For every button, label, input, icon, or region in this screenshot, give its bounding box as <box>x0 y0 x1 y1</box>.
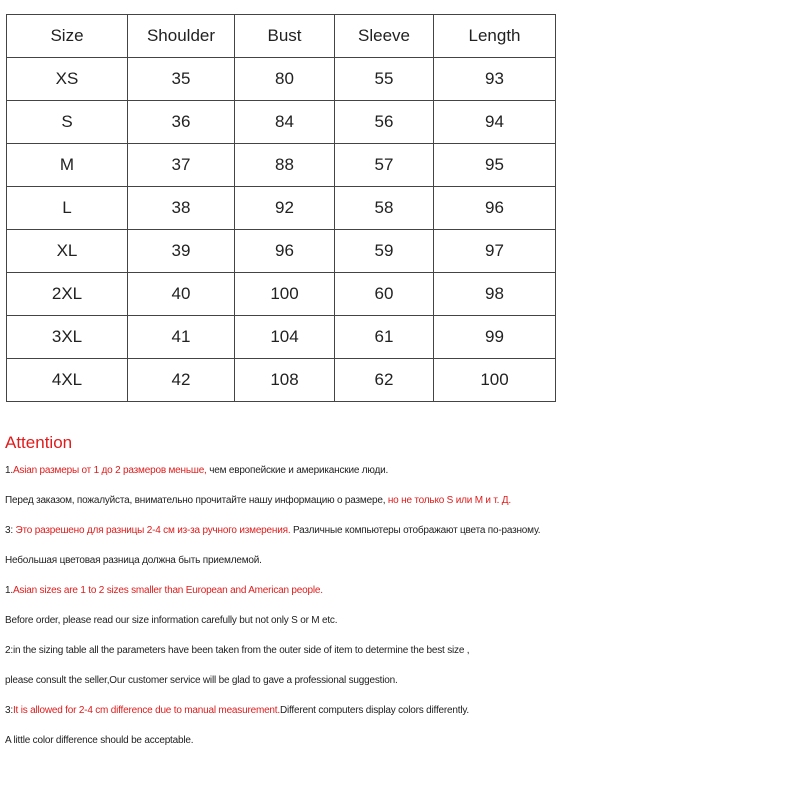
header-length: Length <box>434 15 556 58</box>
table-header-row <box>7 15 556 58</box>
cell-shoulder: 42 <box>128 359 235 402</box>
table-row <box>7 316 556 359</box>
note-highlight-text: Это разрешено для разницы 2-4 см из-за ручного измерения. <box>15 525 291 536</box>
note-line <box>5 456 797 486</box>
note-text: чем европейские и американские люди. <box>206 465 389 476</box>
table-row <box>7 273 556 316</box>
table-body <box>7 58 556 402</box>
cell-shoulder: 37 <box>128 144 235 187</box>
note-text: 2:in the sizing table all the parameters have been taken from the outer side of item to determine the best size , <box>5 645 470 656</box>
note-text: please consult the seller,Our customer service will be glad to gave a professional suggestion. <box>5 675 398 686</box>
note-line <box>5 576 797 606</box>
cell-shoulder: 38 <box>128 187 235 230</box>
note-text: Different computers display colors differently. <box>279 705 469 716</box>
cell-size: XL <box>7 230 128 273</box>
size-chart-table <box>6 14 556 402</box>
cell-bust: 96 <box>235 230 335 273</box>
cell-size: L <box>7 187 128 230</box>
cell-shoulder: 36 <box>128 101 235 144</box>
cell-size: S <box>7 101 128 144</box>
cell-size: 4XL <box>7 359 128 402</box>
cell-size: XS <box>7 58 128 101</box>
cell-bust: 108 <box>235 359 335 402</box>
table-row <box>7 101 556 144</box>
note-lines <box>5 456 797 756</box>
note-highlight-text: It is allowed for 2-4 cm difference due to manual measurement. <box>12 705 280 716</box>
note-text: 3: <box>5 525 16 536</box>
cell-length: 97 <box>434 230 556 273</box>
note-line <box>5 696 797 726</box>
cell-length: 98 <box>434 273 556 316</box>
cell-size: M <box>7 144 128 187</box>
attention-heading: Attention <box>5 433 73 452</box>
note-line <box>5 636 797 666</box>
note-text: Before order, please read our size information carefully but not only S or M etc. <box>5 615 338 626</box>
attention-notes <box>5 430 797 756</box>
note-line <box>5 726 797 756</box>
cell-shoulder: 41 <box>128 316 235 359</box>
header-sleeve: Sleeve <box>335 15 434 58</box>
cell-sleeve: 59 <box>335 230 434 273</box>
note-text: Перед заказом, пожалуйста, внимательно прочитайте нашу информацию о размере, <box>5 495 388 506</box>
note-line <box>5 516 797 546</box>
cell-length: 100 <box>434 359 556 402</box>
cell-sleeve: 55 <box>335 58 434 101</box>
cell-length: 95 <box>434 144 556 187</box>
cell-bust: 104 <box>235 316 335 359</box>
note-line <box>5 546 797 576</box>
cell-shoulder: 39 <box>128 230 235 273</box>
cell-bust: 100 <box>235 273 335 316</box>
note-text: 1. <box>5 585 13 596</box>
table-row <box>7 359 556 402</box>
table-row <box>7 230 556 273</box>
cell-sleeve: 57 <box>335 144 434 187</box>
cell-size: 2XL <box>7 273 128 316</box>
note-highlight-text: Asian sizes are 1 to 2 sizes smaller than European and American people. <box>12 585 323 596</box>
header-size: Size <box>7 15 128 58</box>
cell-shoulder: 35 <box>128 58 235 101</box>
note-highlight-text: Asian размеры от 1 до 2 размеров меньше, <box>12 465 207 476</box>
note-line <box>5 486 797 516</box>
note-text: Небольшая цветовая разница должна быть приемлемой. <box>5 555 262 566</box>
cell-length: 93 <box>434 58 556 101</box>
cell-bust: 80 <box>235 58 335 101</box>
cell-sleeve: 62 <box>335 359 434 402</box>
note-line <box>5 666 797 696</box>
cell-sleeve: 56 <box>335 101 434 144</box>
note-text: 1. <box>5 465 13 476</box>
table-row <box>7 144 556 187</box>
header-bust: Bust <box>235 15 335 58</box>
cell-sleeve: 58 <box>335 187 434 230</box>
header-shoulder: Shoulder <box>128 15 235 58</box>
note-highlight-text: но не только S или M и т. Д. <box>387 495 511 506</box>
cell-length: 94 <box>434 101 556 144</box>
table-row <box>7 187 556 230</box>
cell-bust: 88 <box>235 144 335 187</box>
cell-size: 3XL <box>7 316 128 359</box>
cell-bust: 92 <box>235 187 335 230</box>
note-text: A little color difference should be acceptable. <box>5 735 194 746</box>
cell-shoulder: 40 <box>128 273 235 316</box>
cell-length: 99 <box>434 316 556 359</box>
table-row <box>7 58 556 101</box>
note-text: Различные компьютеры отображают цвета по-разному. <box>290 525 541 536</box>
cell-length: 96 <box>434 187 556 230</box>
cell-bust: 84 <box>235 101 335 144</box>
cell-sleeve: 61 <box>335 316 434 359</box>
cell-sleeve: 60 <box>335 273 434 316</box>
note-text: 3: <box>5 705 13 716</box>
note-line <box>5 606 797 636</box>
